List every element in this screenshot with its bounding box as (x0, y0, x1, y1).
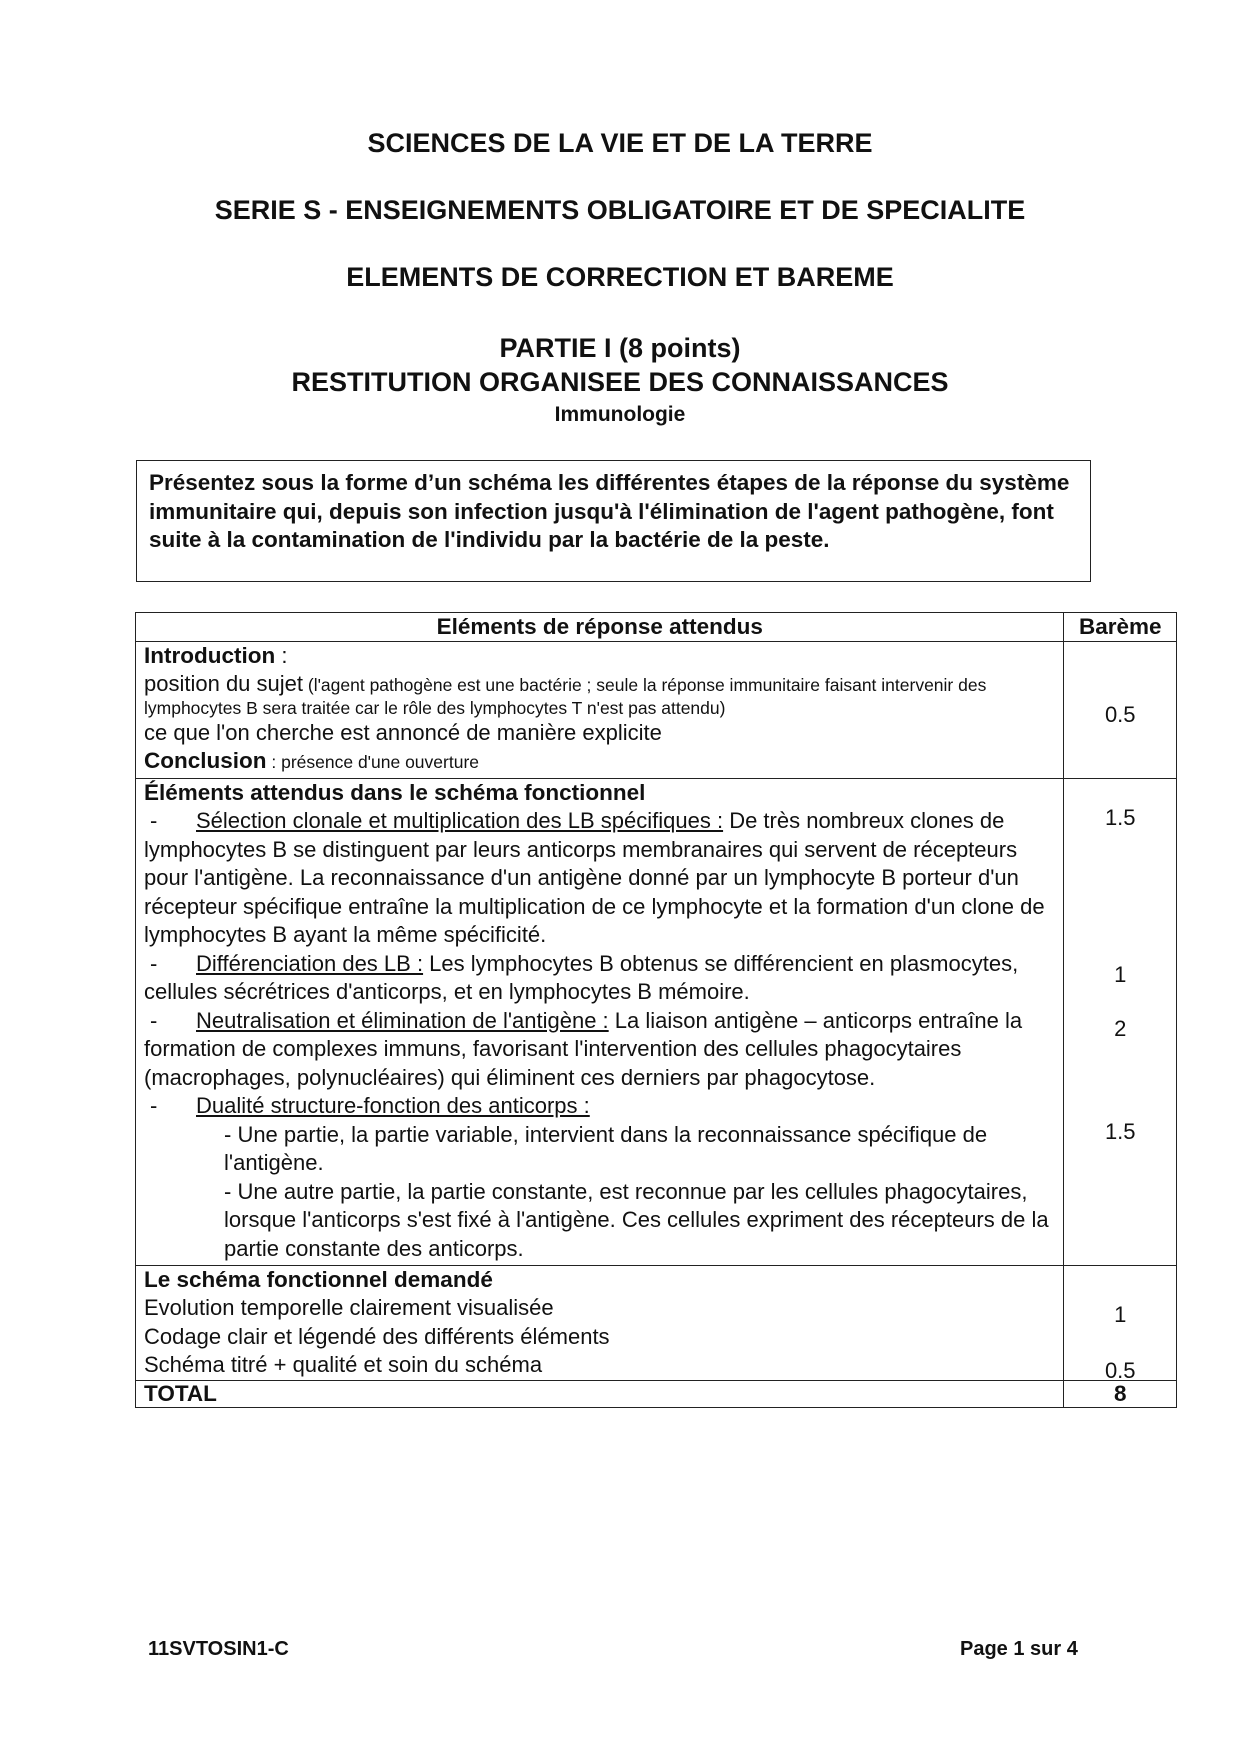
score-neutralisation: 2 (1114, 1016, 1127, 1041)
schema-line: Codage clair et légendé des différents éléments (144, 1323, 610, 1349)
part-subtitle: RESTITUTION ORGANISEE DES CONNAISSANCES (291, 367, 949, 397)
document-code: 11SVTOSIN1-C (148, 1638, 289, 1660)
introduction-title-suffix: : (275, 643, 288, 668)
item-text: De très nombreux clones de lymphocytes B se distinguent par leurs anticorps membranaires qui servent de récepteurs pour l'antigène. La reconnaissance d'un antigène donné par un lymphocyte B porteur d'un récepteur spécifique entraîne la multiplication de ce lymphocyte et la formation d'un clone de lymphocytes B ayant la même spécificité. (144, 808, 1045, 947)
subject-title: SCIENCES DE LA VIE ET DE LA TERRE (367, 128, 873, 158)
conclusion-detail: : présence d'une ouverture (266, 752, 480, 772)
total-label: TOTAL (136, 1380, 1064, 1407)
schema-cell (136, 1266, 1064, 1381)
table-row-elements (136, 779, 1177, 1266)
schema-line: Schéma titré + qualité et soin du schéma (144, 1352, 543, 1377)
elements-title: Éléments attendus dans le schéma fonctionnel (144, 780, 646, 805)
total-score: 8 (1064, 1380, 1177, 1407)
score-selection: 1.5 (1104, 805, 1136, 830)
introduction-score: 0.5 (1104, 702, 1136, 727)
series-title: SERIE S - ENSEIGNEMENTS OBLIGATOIRE ET DE SPECIALITE (214, 195, 1026, 225)
conclusion-label: Conclusion (144, 748, 267, 773)
item-heading: Dualité structure-fonction des anticorps : (196, 1093, 590, 1118)
doc-type-title: ELEMENTS DE CORRECTION ET BAREME (346, 262, 894, 292)
page-number: Page 1 sur 4 (960, 1638, 1078, 1660)
introduction-title: Introduction (144, 643, 276, 668)
list-item: - Sélection clonale et multiplication des LB spécifiques : De très nombreux clones de lymphocytes B se distinguent par leurs anticorps membranaires qui servent de récepteurs pour l'antigène. La reconnaissance d'un antigène donné par un lymphocyte B porteur d'un récepteur spécifique entraîne la multiplication de ce lymphocyte et la formation d'un clone de lymphocytes B ayant la même spécificité. (144, 808, 1045, 947)
elements-cell (136, 779, 1064, 1266)
elements-score-cell (1064, 779, 1177, 1266)
schema-score-a: 1 (1114, 1302, 1127, 1327)
column-header-elements: Eléments de réponse attendus (136, 613, 1064, 642)
grading-table (135, 612, 1177, 1408)
item-heading: Différenciation des LB : (196, 950, 424, 976)
schema-score-b: 0.5 (1104, 1358, 1136, 1383)
item-text: Les lymphocytes B obtenus se différencient en plasmocytes, cellules sécrétrices d'anticorps, et en lymphocytes B mémoire. (144, 950, 1019, 1004)
schema-line: Evolution temporelle clairement visualisée (144, 1295, 554, 1320)
schema-title: Le schéma fonctionnel demandé (144, 1267, 493, 1292)
list-item: - Dualité structure-fonction des anticorps : (150, 1093, 590, 1118)
item-heading: Sélection clonale et multiplication des LB spécifiques : (196, 808, 724, 833)
item-text: La liaison antigène – anticorps entraîne la formation de complexes immuns, favorisant l'intervention des cellules phagocytaires (macrophages, polynucléaires) qui éliminent ces derniers par phagocytose. (144, 1007, 1023, 1090)
table-row-schema (136, 1266, 1177, 1381)
introduction-cell (136, 642, 1064, 779)
score-dualite: 1.5 (1104, 1119, 1136, 1144)
sub-item: - Une partie, la partie variable, intervient dans la reconnaissance spécifique de l'antigène. (224, 1121, 988, 1175)
list-item: - Différenciation des LB : Les lymphocytes B obtenus se différencient en plasmocytes, cellules sécrétrices d'anticorps, et en lymphocytes B mémoire. (144, 950, 1019, 1004)
sub-item: - Une autre partie, la partie constante, est reconnue par les cellules phagocytaires, lorsque l'anticorps s'est fixé à l'antigène. Ces cellules expriment des récepteurs de la partie constante des anticorps. (224, 1178, 1049, 1261)
introduction-score-cell (1064, 642, 1177, 779)
list-item: - Neutralisation et élimination de l'antigène : La liaison antigène – anticorps entraîne la formation de complexes immuns, favorisant l'intervention des cellules phagocytaires (macrophages, polynucléaires) qui éliminent ces derniers par phagocytose. (144, 1007, 1023, 1090)
table-header-row (136, 613, 1177, 642)
position-detail: (l'agent pathogène est une bactérie ; seule la réponse immunitaire faisant intervenir des lymphocytes B sera traitée car le rôle des lymphocytes T n'est pas attendu) (144, 674, 987, 718)
item-heading: Neutralisation et élimination de l'antigène : (196, 1007, 609, 1033)
topic-title: Immunologie (554, 403, 686, 426)
part-title: PARTIE I (8 points) (499, 333, 741, 363)
search-line: ce que l'on cherche est annoncé de manière explicite (144, 719, 662, 745)
schema-score-cell (1064, 1266, 1177, 1381)
column-header-score: Barème (1064, 613, 1177, 642)
question-prompt: Présentez sous la forme d’un schéma les différentes étapes de la réponse du système immunitaire qui, depuis son infection jusqu'à l'élimination de l'agent pathogène, font suite à la contamination de l'individu par la bactérie de la peste. (136, 460, 1091, 582)
table-row-total (136, 1380, 1177, 1407)
position-label: position du sujet (144, 670, 303, 696)
table-row-introduction (136, 642, 1177, 779)
score-differenciation: 1 (1114, 962, 1127, 987)
